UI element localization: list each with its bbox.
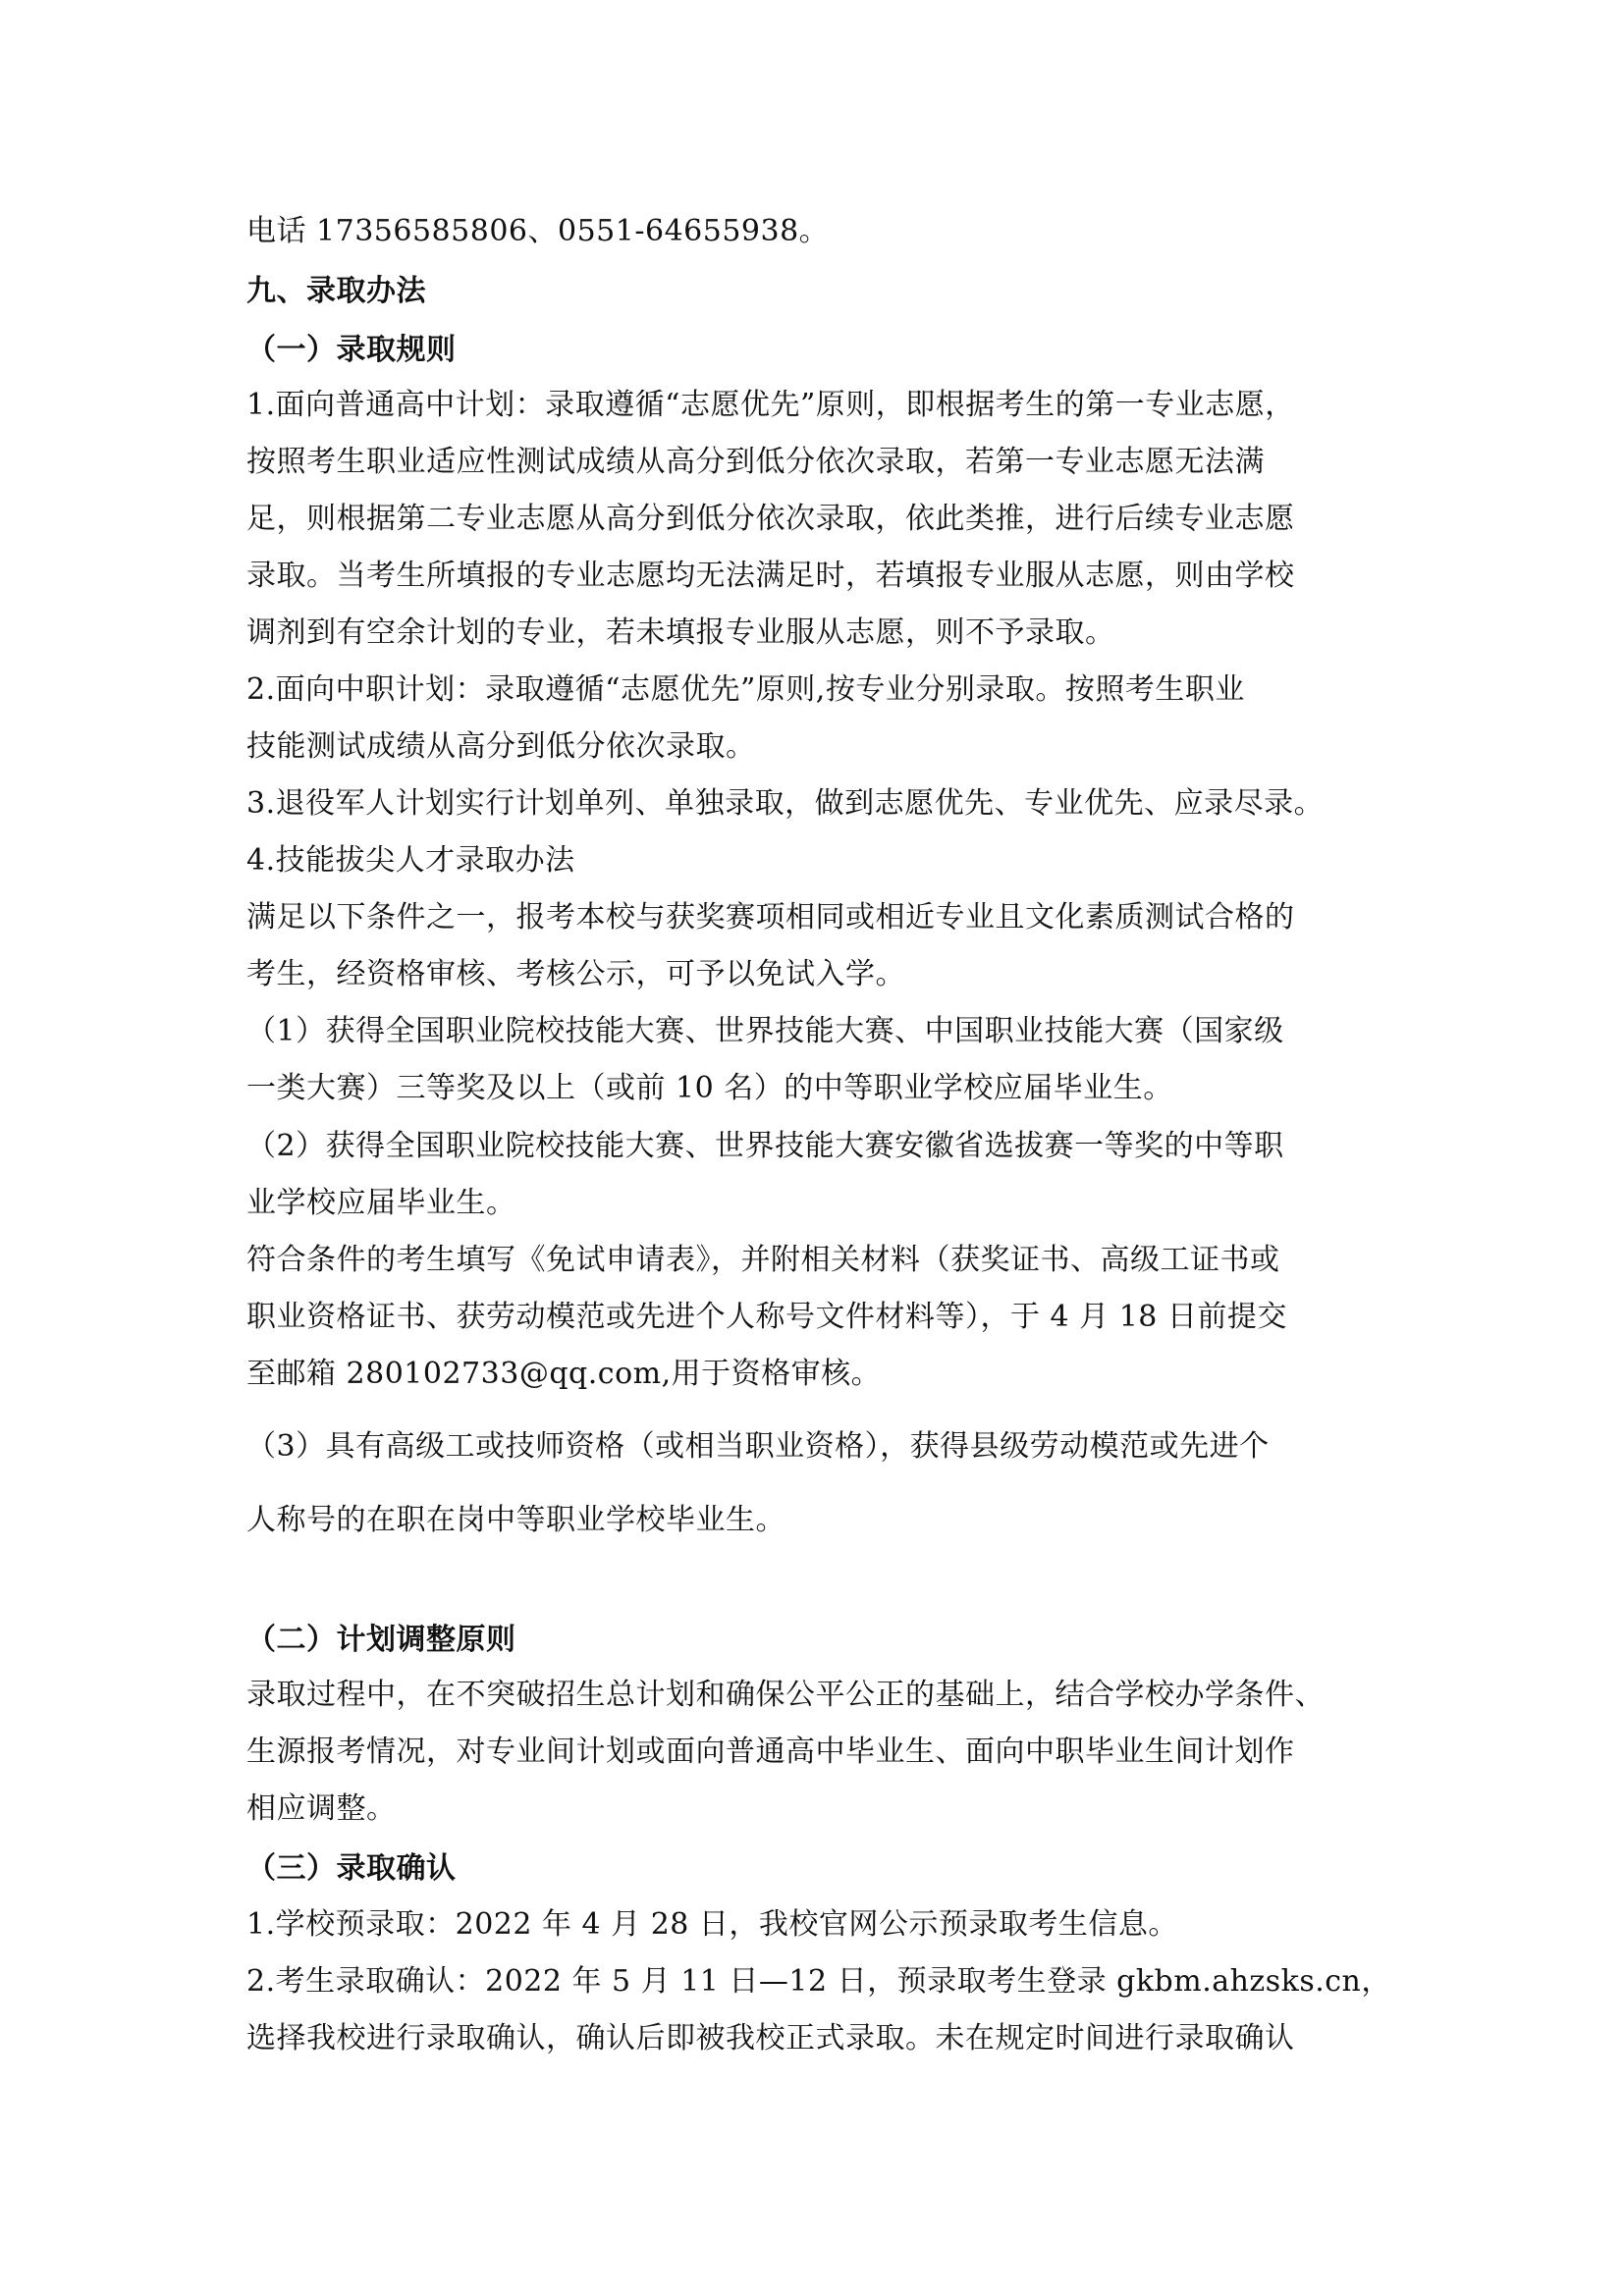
paragraph-line: （1）获得全国职业院校技能大赛、世界技能大赛、中国职业技能大赛（国家级 [246, 1014, 1284, 1048]
paragraph-line: 1.学校预录取：2022 年 4 月 28 日，我校官网公示预录取考生信息。 [246, 1907, 1178, 1942]
subsection-heading-admission-rules: （一）录取规则 [246, 333, 457, 367]
subsection-heading-admission-confirmation: （三）录取确认 [246, 1851, 457, 1886]
paragraph-line: 职业资格证书、获劳动模范或先进个人称号文件材料等），于 4 月 18 日前提交 [246, 1300, 1287, 1334]
paragraph-line: 调剂到有空余计划的专业，若未填报专业服从志愿，则不予录取。 [246, 615, 1115, 650]
paragraph-line: 生源报考情况，对专业间计划或面向普通高中毕业生、面向中职毕业生间计划作 [246, 1735, 1295, 1769]
paragraph-line: 录取过程中，在不突破招生总计划和确保公平公正的基础上，结合学校办学条件、 [246, 1678, 1325, 1712]
paragraph-line: 人称号的在职在岗中等职业学校毕业生。 [246, 1503, 785, 1537]
paragraph-line: 2.考生录取确认：2022 年 5 月 11 日—12 日，预录取考生登录 gkbm.ahzsks.cn， [246, 1964, 1391, 1999]
paragraph-line: 3.退役军人计划实行计划单列、单独录取，做到志愿优先、专业优先、应录尽录。 [246, 786, 1325, 821]
paragraph-line: 4.技能拔尖人才录取办法 [246, 843, 575, 878]
contact-phone-line: 电话 17356585806、0551-64655938。 [246, 214, 830, 248]
paragraph-line: 业学校应届毕业生。 [246, 1186, 516, 1220]
paragraph-line: 满足以下条件之一，报考本校与获奖赛项相同或相近专业且文化素质测试合格的 [246, 900, 1295, 934]
paragraph-line: 1.面向普通高中计划：录取遵循“志愿优先”原则，即根据考生的第一专业志愿， [246, 388, 1295, 422]
paragraph-line: 相应调整。 [246, 1791, 397, 1826]
paragraph-line: 2.面向中职计划：录取遵循“志愿优先”原则,按专业分别录取。按照考生职业 [246, 672, 1245, 707]
paragraph-line-email: 至邮箱 280102733@qq.com,用于资格审核。 [246, 1357, 882, 1391]
paragraph-line: （2）获得全国职业院校技能大赛、世界技能大赛安徽省选拔赛一等奖的中等职 [246, 1129, 1284, 1163]
section-heading-admission-method: 九、录取办法 [246, 274, 426, 308]
paragraph-line: 选择我校进行录取确认，确认后即被我校正式录取。未在规定时间进行录取确认 [246, 2021, 1295, 2056]
subsection-heading-plan-adjustment: （二）计划调整原则 [246, 1623, 516, 1657]
paragraph-line: 录取。当考生所填报的专业志愿均无法满足时，若填报专业服从志愿，则由学校 [246, 559, 1295, 593]
paragraph-line: （3）具有高级工或技师资格（或相当职业资格），获得县级劳动模范或先进个 [246, 1429, 1270, 1464]
paragraph-line: 一类大赛）三等奖及以上（或前 10 名）的中等职业学校应届毕业生。 [246, 1071, 1173, 1105]
paragraph-line: 按照考生职业适应性测试成绩从高分到低分依次录取，若第一专业志愿无法满 [246, 445, 1265, 479]
paragraph-line: 考生，经资格审核、考核公示，可予以免试入学。 [246, 957, 905, 991]
paragraph-line: 符合条件的考生填写《免试申请表》，并附相关材料（获奖证书、高级工证书或 [246, 1243, 1280, 1277]
paragraph-line: 足，则根据第二专业志愿从高分到低分依次录取，依此类推，进行后续专业志愿 [246, 502, 1295, 536]
paragraph-line: 技能测试成绩从高分到低分依次录取。 [246, 729, 756, 764]
